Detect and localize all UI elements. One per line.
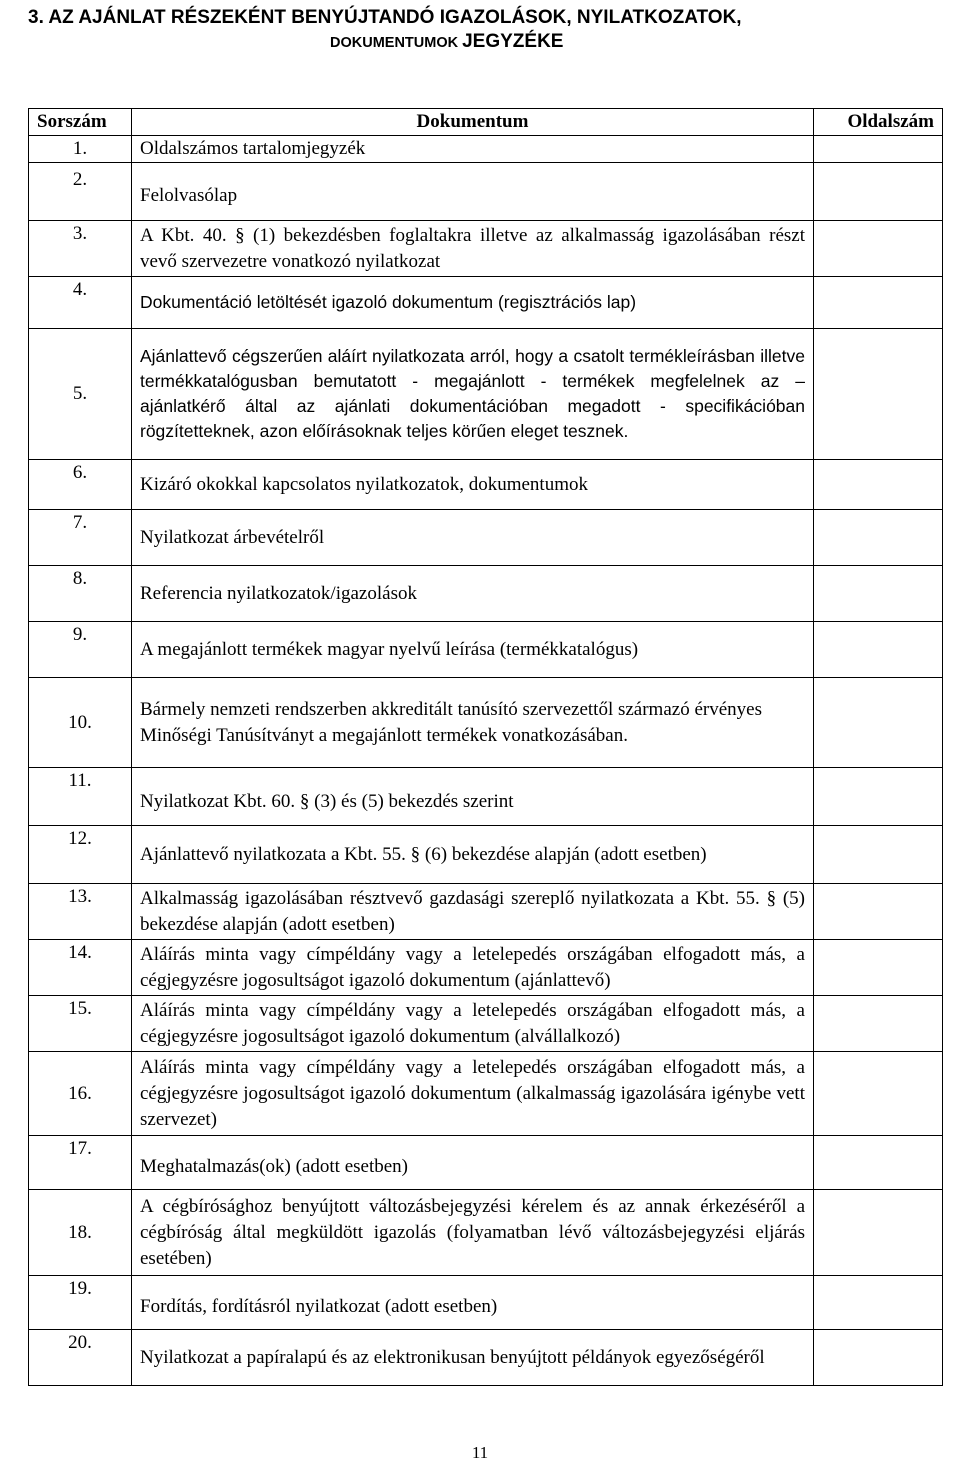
row-number: 9. bbox=[29, 622, 132, 678]
table-row bbox=[29, 1330, 943, 1386]
page-number: 11 bbox=[471, 1443, 489, 1462]
table-row bbox=[29, 329, 943, 460]
row-document: Bármely nemzeti rendszerben akkreditált tanúsító szervezettől származó érvényes Minőségi Tanúsítványt a megajánlott termékek vonatkozásában. bbox=[132, 678, 814, 768]
table-row bbox=[29, 884, 943, 940]
table-row bbox=[29, 277, 943, 329]
row-number: 20. bbox=[29, 1330, 132, 1386]
table-row bbox=[29, 996, 943, 1052]
row-number: 11. bbox=[29, 768, 132, 826]
row-page bbox=[814, 622, 943, 678]
table-row bbox=[29, 678, 943, 768]
row-document: Oldalszámos tartalomjegyzék bbox=[132, 136, 814, 163]
row-document: Nyilatkozat a papíralapú és az elektronikusan benyújtott példányok egyezőségéről bbox=[132, 1330, 814, 1386]
row-document: Dokumentáció letöltését igazoló dokumentum (regisztrációs lap) bbox=[132, 277, 814, 329]
row-number: 4. bbox=[29, 277, 132, 329]
table-row bbox=[29, 510, 943, 566]
table-row bbox=[29, 460, 943, 510]
row-number: 6. bbox=[29, 460, 132, 510]
row-document: Kizáró okokkal kapcsolatos nyilatkozatok, dokumentumok bbox=[132, 460, 814, 510]
table-row bbox=[29, 768, 943, 826]
table-row bbox=[29, 826, 943, 884]
table-row bbox=[29, 622, 943, 678]
header-document: Dokumentum bbox=[132, 109, 814, 136]
row-number: 16. bbox=[29, 1052, 132, 1136]
row-page bbox=[814, 1136, 943, 1190]
row-number: 5. bbox=[29, 329, 132, 460]
row-number: 7. bbox=[29, 510, 132, 566]
table-header-row bbox=[29, 109, 943, 136]
table-row bbox=[29, 1276, 943, 1330]
row-page bbox=[814, 1330, 943, 1386]
table-row bbox=[29, 136, 943, 163]
table-row bbox=[29, 1052, 943, 1136]
row-document: Ajánlattevő cégszerűen aláírt nyilatkozata arról, hogy a csatolt termékleírásban illetve termékkatalógusban bemutatott - megajánlott - termékek megfelelnek az – ajánlatkérő által az ajánlati dokumentációban megadott - specifikációban rögzítetteknek, azon előírásoknak teljes körűen eleget tesznek. bbox=[132, 329, 814, 460]
row-document: Alkalmasság igazolásában résztvevő gazdasági szereplő nyilatkozata a Kbt. 55. § (5) bekezdése alapján (adott esetben) bbox=[132, 884, 814, 940]
heading-line-2 bbox=[330, 32, 948, 53]
row-page bbox=[814, 329, 943, 460]
row-page bbox=[814, 1276, 943, 1330]
heading-line-1: 3. AZ AJÁNLAT RÉSZEKÉNT BENYÚJTANDÓ IGAZOLÁSOK, NYILATKOZATOK, bbox=[28, 7, 742, 28]
row-page bbox=[814, 566, 943, 622]
row-number: 15. bbox=[29, 996, 132, 1052]
row-number: 19. bbox=[29, 1276, 132, 1330]
row-document: Referencia nyilatkozatok/igazolások bbox=[132, 566, 814, 622]
row-page bbox=[814, 678, 943, 768]
row-number: 13. bbox=[29, 884, 132, 940]
row-number: 1. bbox=[29, 136, 132, 163]
row-number: 17. bbox=[29, 1136, 132, 1190]
row-document: Aláírás minta vagy címpéldány vagy a letelepedés országában elfogadott más, a cégjegyzésre jogosultságot igazoló dokumentum (alkalmasság igazolására igénybe vett szervezet) bbox=[132, 1052, 814, 1136]
table-row bbox=[29, 1136, 943, 1190]
row-number: 12. bbox=[29, 826, 132, 884]
row-page bbox=[814, 940, 943, 996]
row-number: 18. bbox=[29, 1190, 132, 1276]
row-document: Fordítás, fordításról nyilatkozat (adott esetben) bbox=[132, 1276, 814, 1330]
header-page: Oldalszám bbox=[814, 109, 943, 136]
heading-line-2-big: JEGYZÉKE bbox=[462, 31, 564, 52]
row-page bbox=[814, 136, 943, 163]
row-page bbox=[814, 996, 943, 1052]
row-page bbox=[814, 1190, 943, 1276]
row-page bbox=[814, 510, 943, 566]
row-document: Aláírás minta vagy címpéldány vagy a letelepedés országában elfogadott más, a cégjegyzésre jogosultságot igazoló dokumentum (ajánlattevő) bbox=[132, 940, 814, 996]
document-heading bbox=[28, 6, 948, 53]
row-document: Aláírás minta vagy címpéldány vagy a letelepedés országában elfogadott más, a cégjegyzésre jogosultságot igazoló dokumentum (alvállalkozó) bbox=[132, 996, 814, 1052]
row-number: 2. bbox=[29, 163, 132, 221]
table-row bbox=[29, 1190, 943, 1276]
row-document: Nyilatkozat árbevételről bbox=[132, 510, 814, 566]
row-document: Meghatalmazás(ok) (adott esetben) bbox=[132, 1136, 814, 1190]
row-document: Felolvasólap bbox=[132, 163, 814, 221]
row-page bbox=[814, 460, 943, 510]
row-document: Ajánlattevő nyilatkozata a Kbt. 55. § (6) bekezdése alapján (adott esetben) bbox=[132, 826, 814, 884]
table-row bbox=[29, 221, 943, 277]
row-page bbox=[814, 768, 943, 826]
row-page bbox=[814, 163, 943, 221]
heading-line-2-small: DOKUMENTUMOK bbox=[330, 35, 459, 51]
row-number: 14. bbox=[29, 940, 132, 996]
row-page bbox=[814, 1052, 943, 1136]
row-page bbox=[814, 221, 943, 277]
row-page bbox=[814, 826, 943, 884]
table-row bbox=[29, 940, 943, 996]
row-page bbox=[814, 884, 943, 940]
table-row bbox=[29, 566, 943, 622]
row-document: A megajánlott termékek magyar nyelvű leírása (termékkatalógus) bbox=[132, 622, 814, 678]
row-page bbox=[814, 277, 943, 329]
row-document: A Kbt. 40. § (1) bekezdésben foglaltakra illetve az alkalmasság igazolásában részt vevő szervezetre vonatkozó nyilatkozat bbox=[132, 221, 814, 277]
header-number: Sorszám bbox=[29, 109, 132, 136]
document-list-table bbox=[28, 108, 943, 1386]
row-document: Nyilatkozat Kbt. 60. § (3) és (5) bekezdés szerint bbox=[132, 768, 814, 826]
row-number: 8. bbox=[29, 566, 132, 622]
row-document: A cégbírósághoz benyújtott változásbejegyzési kérelem és az annak érkezéséről a cégbíróság által megküldött igazolás (folyamatban lévő változásbejegyzési eljárás esetében) bbox=[132, 1190, 814, 1276]
table-row bbox=[29, 163, 943, 221]
row-number: 10. bbox=[29, 678, 132, 768]
row-number: 3. bbox=[29, 221, 132, 277]
